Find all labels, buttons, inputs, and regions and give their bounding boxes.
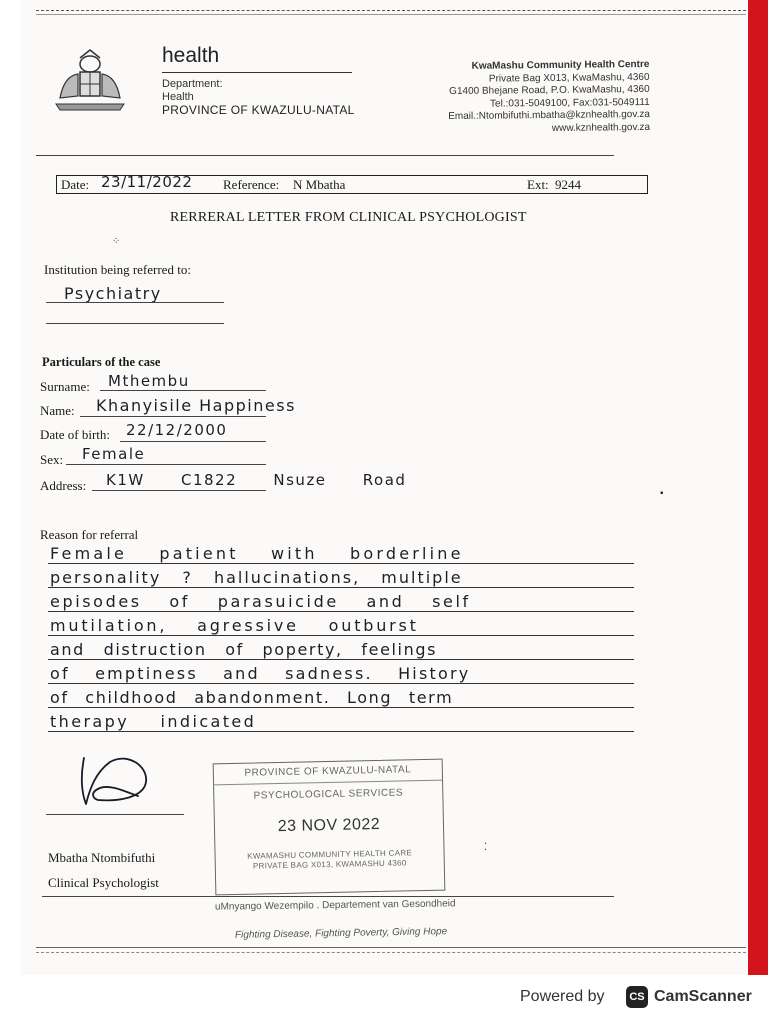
address-line: G1400 Bhejane Road, P.O. KwaMashu, 4360 [449, 83, 650, 98]
address-value: K1W C1822 Nsuze Road [106, 471, 407, 489]
ink-speck: ▪ [660, 488, 664, 499]
reason-line: episodes of parasuicide and self [50, 592, 471, 611]
particulars-heading: Particulars of the case [42, 355, 161, 369]
footer-edge-dashed [36, 952, 746, 953]
dob-underline [120, 441, 266, 442]
scanner-watermark-bar [0, 975, 768, 1024]
institution-underline [46, 302, 224, 303]
dob-label: Date of birth: [40, 427, 111, 442]
powered-by-text: Powered by [520, 988, 605, 1005]
reason-line: Female patient with borderline [50, 544, 464, 563]
letter-title: RERRERAL LETTER FROM CLINICAL PSYCHOLOGIST [170, 210, 527, 225]
header-divider [36, 155, 614, 156]
reason-underline [48, 731, 634, 732]
surname-underline [100, 390, 266, 391]
name-underline [80, 416, 266, 417]
footer-divider [42, 896, 614, 897]
institution-label: Institution being referred to: [44, 262, 191, 277]
footer-department: uMnyango Wezempilo . Departement van Gesondheid [214, 898, 456, 913]
address-underline [92, 490, 266, 491]
centre-address [448, 59, 651, 136]
name-value: Khanyisile Happiness [96, 396, 296, 415]
camscanner-brand: CamScanner [654, 988, 752, 1005]
reason-line: therapy indicated [50, 712, 257, 731]
signature-line [46, 814, 184, 815]
red-edge [746, 0, 768, 975]
centre-name: KwaMashu Community Health Centre [471, 58, 650, 72]
torn-edge [36, 10, 746, 13]
sex-label: Sex: [40, 452, 64, 467]
footer-slogan: Fighting Disease, Fighting Poverty, Giving Hope [234, 926, 448, 941]
official-stamp [213, 759, 446, 896]
dob-value: 22/12/2000 [126, 421, 228, 439]
name-label: Name: [40, 403, 75, 418]
institution-value: Psychiatry [64, 284, 162, 303]
health-wordmark: health [162, 44, 220, 67]
reason-line: and distruction of poperty, feelings [50, 640, 438, 659]
reference-label: Reference: [223, 177, 280, 192]
reference-bar [56, 175, 648, 194]
health-rule [162, 72, 352, 73]
reason-underline [48, 635, 634, 636]
address-line: Tel.:031-5049100, Fax:031-5049111 [490, 96, 651, 110]
ink-speck: ⁚ [484, 842, 488, 853]
ink-speck: ⁘ [112, 236, 121, 247]
address-label: Address: [40, 478, 87, 493]
stamp-facility [216, 848, 444, 873]
stamp-date: 23 NOV 2022 [277, 815, 381, 836]
department-line: Health [162, 91, 194, 103]
address-line: www.kznhealth.gov.za [552, 121, 651, 134]
signatory-role: Clinical Psychologist [48, 875, 159, 890]
reason-line: personality ? hallucinations, multiple [50, 568, 463, 587]
surname-label: Surname: [40, 379, 90, 394]
address-line: Private Bag X013, KwaMashu, 4360 [489, 71, 650, 85]
torn-edge-line [36, 14, 746, 15]
surname-value: Mthembu [108, 372, 190, 390]
signature-icon [76, 748, 156, 810]
kzn-coat-of-arms-icon [50, 46, 130, 116]
sex-underline [66, 464, 266, 465]
department-block [162, 78, 355, 117]
department-line: Department: [162, 78, 223, 90]
stamp-facility-line: KWAMASHU COMMUNITY HEALTH CARE [247, 848, 413, 861]
address-line: Email.:Ntombifuthi.mbatha@kznhealth.gov.za [448, 108, 651, 123]
province-name: PROVINCE OF KWAZULU-NATAL [162, 103, 355, 117]
stamp-facility-line: PRIVATE BAG X013, KWAMASHU 4360 [252, 858, 407, 871]
institution-underline-2 [46, 323, 224, 324]
ext-label: Ext: [527, 177, 549, 192]
reason-underline [48, 563, 634, 564]
sex-value: Female [82, 445, 146, 463]
reason-line: of childhood abandonment. Long term [50, 688, 454, 707]
stamp-province: PROVINCE OF KWAZULU-NATAL [244, 764, 412, 779]
referral-letter-page [20, 0, 748, 975]
reason-line: of emptiness and sadness. History [50, 664, 471, 683]
reason-underline [48, 659, 634, 660]
reason-underline [48, 611, 634, 612]
reason-underline [48, 587, 634, 588]
reason-heading: Reason for referral [40, 527, 139, 542]
date-value: 23/11/2022 [101, 173, 193, 191]
date-label: Date: [61, 177, 90, 192]
ext-value: 9244 [555, 177, 581, 192]
reason-line: mutilation, agressive outburst [50, 616, 419, 635]
stamp-rule [214, 780, 442, 786]
reason-underline [48, 683, 634, 684]
reference-value: N Mbatha [293, 177, 346, 192]
camscanner-logo-icon: CS [626, 986, 648, 1008]
stamp-service: PSYCHOLOGICAL SERVICES [253, 787, 404, 802]
signatory-name: Mbatha Ntombifuthi [48, 850, 156, 865]
footer-edge [36, 947, 746, 948]
reason-underline [48, 707, 634, 708]
